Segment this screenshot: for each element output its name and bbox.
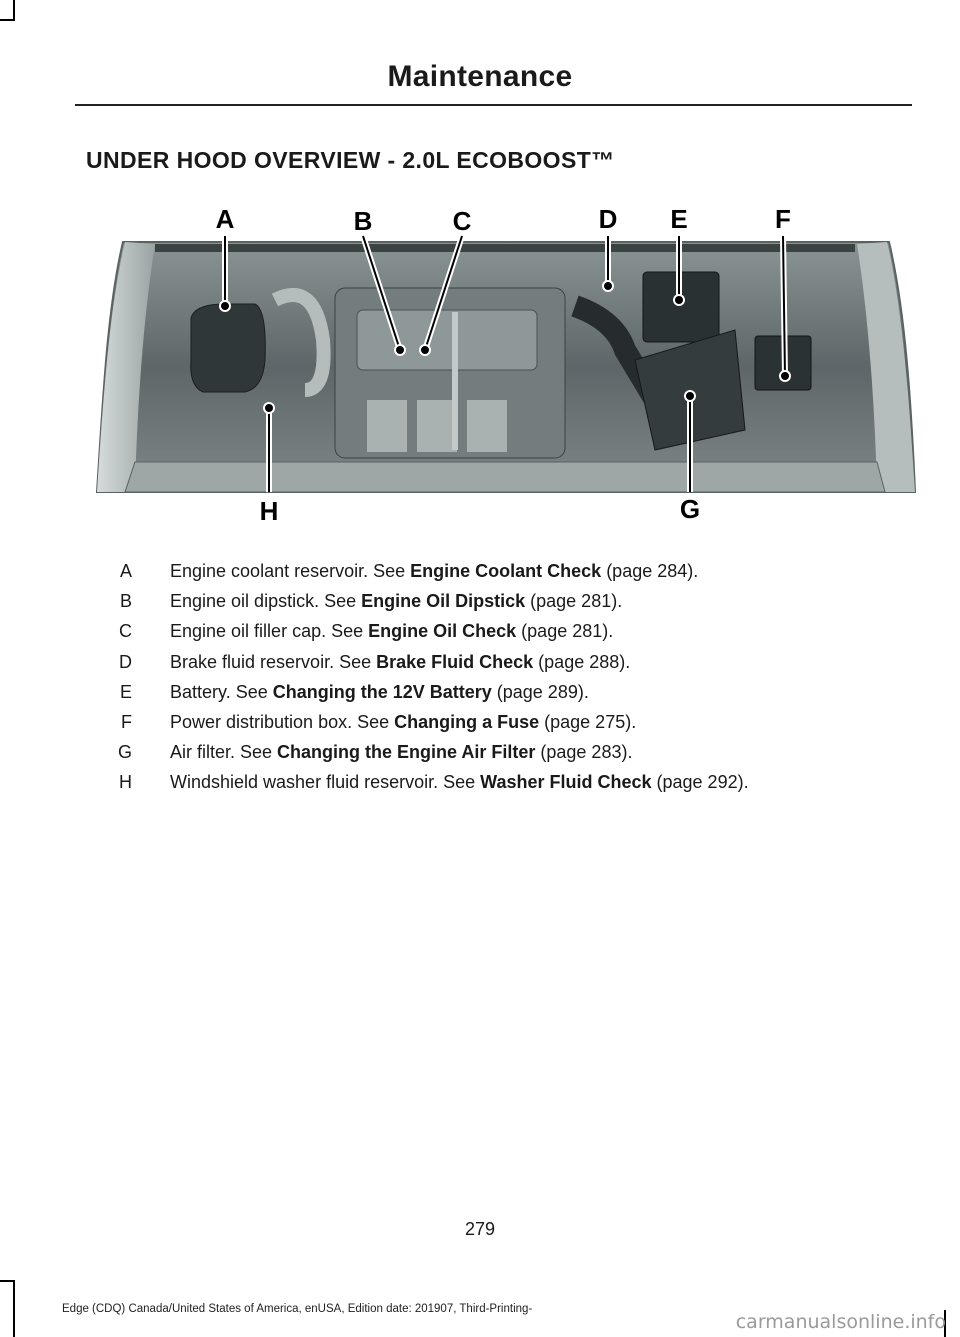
legend-letter: G bbox=[117, 742, 132, 763]
callout-legend bbox=[100, 560, 920, 802]
front-bumper bbox=[125, 462, 885, 492]
legend-letter: D bbox=[119, 651, 132, 672]
legend-reference-link[interactable]: Changing the 12V Battery bbox=[272, 681, 492, 702]
header-divider bbox=[75, 104, 912, 106]
legend-row bbox=[100, 681, 920, 711]
legend-row bbox=[100, 590, 920, 620]
engine-cover-shape bbox=[357, 310, 537, 370]
legend-reference-link[interactable]: Engine Oil Check bbox=[368, 621, 517, 642]
legend-text bbox=[170, 560, 698, 582]
legend-description: Brake fluid reservoir. See bbox=[170, 651, 377, 672]
crop-mark bbox=[13, 0, 15, 20]
intake-runner-shape bbox=[367, 400, 407, 452]
crop-mark bbox=[13, 1280, 15, 1337]
legend-row bbox=[100, 771, 920, 801]
legend-page-ref: (page 288). bbox=[533, 651, 631, 672]
edition-footer: Edge (CDQ) Canada/United States of America, enUSA, Edition date: 201907, Third-Printing- bbox=[62, 1303, 533, 1315]
cowl bbox=[155, 244, 855, 252]
callout-label-b: B bbox=[353, 206, 373, 236]
intake-runner-shape bbox=[417, 400, 457, 452]
legend-letter: A bbox=[119, 561, 132, 581]
legend-text bbox=[170, 681, 589, 703]
legend-reference-link[interactable]: Engine Coolant Check bbox=[410, 561, 602, 581]
coolant-reservoir-shape bbox=[191, 304, 266, 392]
legend-row bbox=[100, 560, 920, 590]
legend-page-ref: (page 275). bbox=[539, 711, 637, 732]
legend-page-ref: (page 292). bbox=[651, 772, 749, 793]
legend-text bbox=[170, 620, 613, 642]
legend-letter: E bbox=[119, 681, 132, 702]
legend-description: Air filter. See bbox=[170, 742, 278, 763]
engine-bay-svg bbox=[95, 200, 917, 522]
legend-reference-link[interactable]: Brake Fluid Check bbox=[376, 651, 534, 672]
legend-page-ref: (page 284). bbox=[601, 561, 699, 581]
legend-text bbox=[170, 711, 636, 733]
legend-page-ref: (page 281). bbox=[525, 591, 623, 612]
callout-label-h: H bbox=[259, 496, 279, 522]
legend-letter: F bbox=[121, 711, 132, 732]
callout-label-d: D bbox=[598, 204, 618, 234]
callout-label-g: G bbox=[679, 494, 701, 522]
legend-row bbox=[100, 620, 920, 650]
legend-page-ref: (page 289). bbox=[491, 681, 589, 702]
callout-label-e: E bbox=[670, 204, 688, 234]
legend-page-ref: (page 281). bbox=[516, 621, 614, 642]
legend-text bbox=[170, 590, 622, 612]
legend-description: Engine coolant reservoir. See bbox=[170, 561, 411, 581]
legend-description: Engine oil dipstick. See bbox=[170, 591, 362, 612]
legend-description: Battery. See bbox=[170, 681, 273, 702]
legend-reference-link[interactable]: Engine Oil Dipstick bbox=[361, 591, 526, 612]
legend-description: Engine oil filler cap. See bbox=[170, 621, 369, 642]
intake-runner-shape bbox=[467, 400, 507, 452]
crop-mark bbox=[0, 1280, 15, 1282]
callout-label-a: A bbox=[215, 204, 235, 234]
legend-row bbox=[100, 711, 920, 741]
legend-description: Power distribution box. See bbox=[170, 711, 395, 732]
legend-letter: B bbox=[119, 591, 132, 612]
section-title: UNDER HOOD OVERVIEW - 2.0L ECOBOOST™ bbox=[86, 147, 615, 173]
page-number: 279 bbox=[464, 1219, 496, 1239]
legend-row bbox=[100, 651, 920, 681]
callout-label-f: F bbox=[775, 204, 791, 234]
engine-bay-illustration bbox=[95, 200, 917, 522]
page-header-title: Maintenance bbox=[387, 60, 573, 93]
crop-mark bbox=[0, 19, 15, 21]
legend-letter: C bbox=[119, 621, 132, 642]
legend-text bbox=[170, 741, 632, 763]
legend-row bbox=[100, 741, 920, 771]
legend-letter: H bbox=[119, 772, 132, 793]
legend-reference-link[interactable]: Washer Fluid Check bbox=[480, 772, 652, 793]
legend-page-ref: (page 283). bbox=[535, 742, 633, 763]
legend-reference-link[interactable]: Changing the Engine Air Filter bbox=[277, 742, 536, 763]
legend-text bbox=[170, 651, 630, 673]
legend-text bbox=[170, 771, 749, 793]
watermark: carmanualsonline.info bbox=[735, 1311, 946, 1333]
callout-label-c: C bbox=[452, 206, 472, 236]
legend-description: Windshield washer fluid reservoir. See bbox=[170, 772, 481, 793]
legend-reference-link[interactable]: Changing a Fuse bbox=[394, 711, 540, 732]
